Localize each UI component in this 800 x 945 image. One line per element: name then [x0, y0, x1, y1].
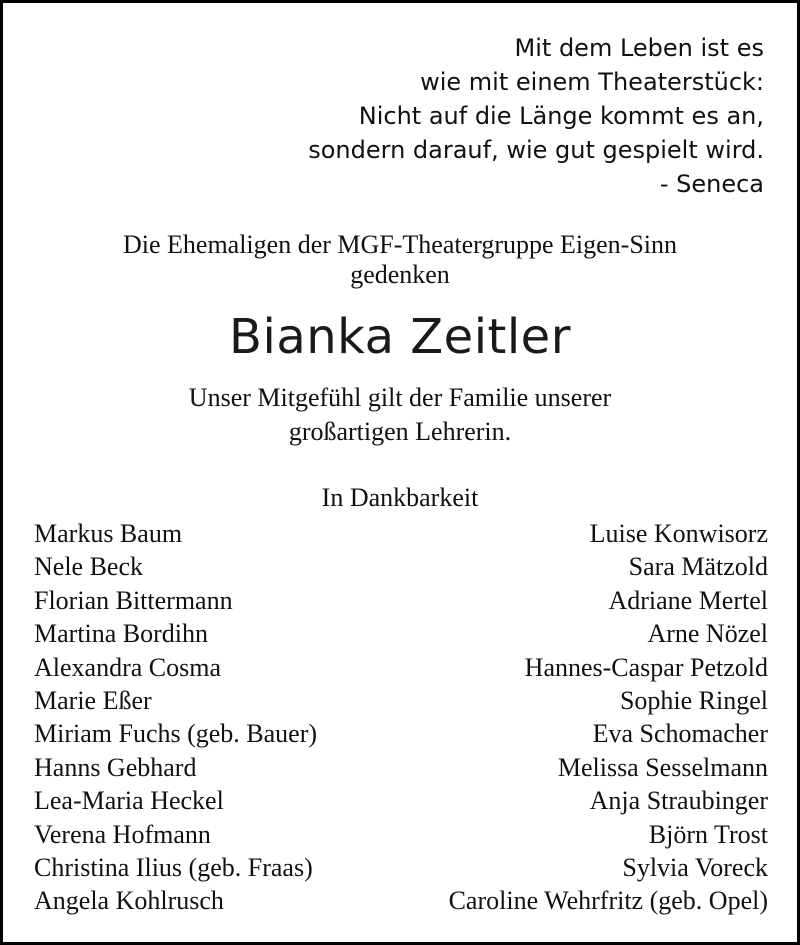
signatory-name: Verena Hofmann [34, 819, 211, 849]
intro-line: gedenken [350, 260, 450, 289]
signatory-name: Christina Ilius (geb. Fraas) [34, 853, 313, 883]
signatory-name: Anja Straubinger [589, 786, 768, 816]
signatory-name: Caroline Wehrfritz (geb. Opel) [448, 886, 768, 916]
seneca-quote [308, 31, 764, 201]
signatory-name: Melissa Sesselmann [557, 752, 768, 782]
condolence-line: Unser Mitgefühl gilt der Familie unserer [188, 383, 612, 412]
signatory-name: Björn Trost [648, 819, 768, 849]
signatory-name: Miriam Fuchs (geb. Bauer) [34, 719, 318, 749]
quote-author: - Seneca [659, 170, 764, 198]
signatory-name: Alexandra Cosma [34, 652, 222, 682]
signatory-name: Marie Eßer [34, 686, 152, 716]
signatory-name: Eva Schomacher [592, 719, 768, 749]
quote-line: sondern darauf, wie gut gespielt wird. [308, 136, 764, 164]
signatory-name: Florian Bittermann [34, 585, 233, 615]
signatory-name: Lea-Maria Heckel [34, 786, 224, 816]
signatory-name: Hanns Gebhard [34, 752, 197, 782]
signatory-name: Sara Mätzold [628, 552, 768, 582]
signatory-name: Hannes-Caspar Petzold [524, 652, 768, 682]
deceased-name: Bianka Zeitler [229, 309, 571, 365]
intro-line: Die Ehemaligen der MGF-Theatergruppe Eigen-Sinn [122, 230, 678, 259]
signatory-name: Martina Bordihn [34, 619, 209, 649]
signatory-name: Adriane Mertel [608, 585, 768, 615]
closing-phrase: In Dankbarkeit [321, 483, 479, 512]
condolence-line: großartigen Lehrerin. [288, 417, 512, 446]
quote-line: Nicht auf die Länge kommt es an, [358, 102, 764, 130]
signatories-left-column [34, 517, 317, 918]
signatory-name: Sylvia Voreck [622, 853, 768, 883]
condolence-text [3, 381, 797, 449]
signatories-right-column [449, 517, 768, 918]
intro-text [3, 230, 797, 290]
signatory-name: Markus Baum [34, 519, 183, 548]
signatory-name: Angela Kohlrusch [34, 886, 224, 916]
quote-line: Mit dem Leben ist es [514, 34, 764, 62]
quote-line: wie mit einem Theaterstück: [420, 68, 764, 96]
signatory-name: Arne Nözel [647, 619, 768, 649]
signatory-name: Nele Beck [34, 552, 144, 582]
signatory-name: Luise Konwisorz [589, 519, 768, 548]
signatory-name: Sophie Ringel [619, 686, 768, 716]
